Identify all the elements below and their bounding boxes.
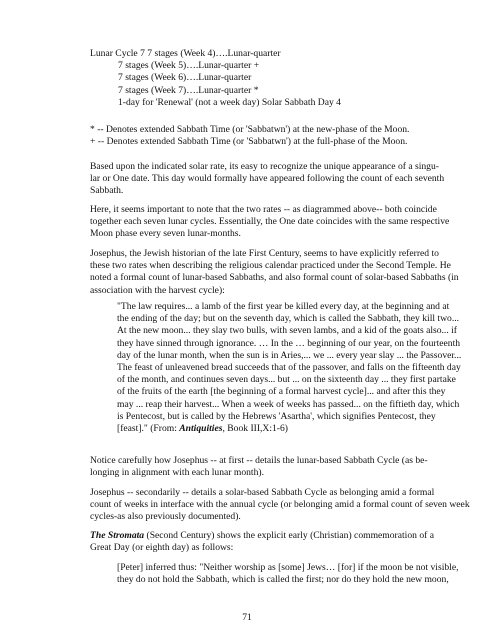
text-line: count of weeks in interface with the annual cycle (or belonging amid a formal count of seven week xyxy=(90,499,470,511)
text-line: association with the harvest cycle): xyxy=(90,284,225,296)
paragraph-2 xyxy=(90,204,454,241)
cycle-row: Lunar Cycle 7 7 stages (Week 4)….Lunar-quarter xyxy=(90,48,281,59)
stromata-quote xyxy=(117,562,457,586)
stromata-title: The Stromata xyxy=(90,530,145,541)
page-number: 71 xyxy=(242,612,252,623)
paragraph-1 xyxy=(90,161,454,198)
text-line: Great Day (or eighth day) as follows: xyxy=(90,542,234,554)
citation-prefix: [feast]." (From: xyxy=(117,423,180,435)
cycle-row: 7 stages (Week 7)….Lunar-quarter * xyxy=(118,84,259,96)
text-line: lar or One date. This day would formally have appeared following the count of each seventh xyxy=(90,173,445,185)
quote-line: day of the lunar month, when the sun is in Aries,... we ... every year slay ... the Passover... xyxy=(117,349,462,361)
paragraph-6 xyxy=(90,530,454,554)
text-line xyxy=(90,530,454,542)
text-line: Moon phase every seven lunar-months. xyxy=(90,228,241,240)
cycle-row: 7 stages (Week 6)….Lunar-quarter xyxy=(118,72,252,84)
text-line: Sabbath. xyxy=(90,185,124,197)
text-line: longing in alignment with each lunar month). xyxy=(90,467,264,479)
cycle-row: 7 stages (Week 5)….Lunar-quarter + xyxy=(118,60,260,72)
text-line: Here, it seems important to note that the two rates -- as diagrammed above-- both coincide xyxy=(90,204,437,215)
quote-line: the ending of the day; but on the seventh day, which is called the Sabbath, they kill two... xyxy=(117,313,460,325)
quote-citation-line xyxy=(117,423,457,435)
lunar-cycle-table xyxy=(90,48,450,109)
text-line: Notice carefully how Josephus -- at first -- details the lunar-based Sabbath Cycle (as be- xyxy=(90,455,428,466)
text-line: noted a formal count of lunar-based Sabbaths, and also formal count of solar-based Sabbaths (in xyxy=(90,272,459,284)
note-plus: + -- Denotes extended Sabbath Time (or 'Sabbatwn') at the full-phase of the Moon. xyxy=(90,136,408,148)
quote-line: of the fruits of the earth [the beginning of a formal harvest cycle]... and after this they xyxy=(117,386,446,398)
notes xyxy=(90,124,454,148)
note-star: * -- Denotes extended Sabbath Time (or 'Sabbatwn') at the new-phase of the Moon. xyxy=(90,124,410,135)
text-line: cycles-as also previously documented). xyxy=(90,511,241,523)
quote-line: At the new moon... they slay two bulls, with seven lambs, and a kid of the goats also... if xyxy=(117,325,457,337)
quote-line: is Pentecost, but is called by the Hebrews 'Asartha', which signifies Pentecost, they xyxy=(117,410,436,422)
text-span: (Second Century) shows the explicit early (Christian) commemoration of a xyxy=(144,530,434,541)
text-line: Josephus -- secondarily -- details a solar-based Sabbath Cycle as belonging amid a formal xyxy=(90,487,435,498)
paragraph-4 xyxy=(90,455,454,479)
quote-line: may ... reap their harvest... When a week of weeks has passed... on the fiftieth day, which xyxy=(117,398,460,410)
text-line: Josephus, the Jewish historian of the late First Century, seems to have explicitly referred to xyxy=(90,248,439,259)
cycle-row: 1-day for 'Renewal' (not a week day) Solar Sabbath Day 4 xyxy=(118,96,341,108)
quote-line: they do not hold the Sabbath, which is called the first; nor do they hold the new moon, xyxy=(117,574,449,586)
quote-line: they have sinned through ignorance. … In the … beginning of our year, on the fourteenth xyxy=(117,337,461,349)
quote-line: of the month, and continues seven days... but ... on the sixteenth day ... they first partake xyxy=(117,374,456,386)
quote-line: "The law requires... a lamb of the first year be killed every day, at the beginning and at xyxy=(117,301,450,312)
text-line: Based upon the indicated solar rate, its easy to recognize the unique appearance of a singu- xyxy=(90,161,439,172)
quote-line: [Peter] inferred thus: "Neither worship as [some] Jews… [for] if the moon be not visible, xyxy=(117,562,459,573)
quote-line: The feast of unleavened bread succeeds that of the passover, and falls on the fifteenth day xyxy=(117,362,461,374)
text-line: these two rates when describing the religious calendar practiced under the Second Temple. He xyxy=(90,260,451,272)
citation-title: Antiquities xyxy=(179,423,223,435)
paragraph-3 xyxy=(90,248,459,297)
text-line: together each seven lunar cycles. Essentially, the One date coincides with the same respective xyxy=(90,216,450,228)
citation-suffix: , Book III,X:1-6) xyxy=(222,423,288,435)
josephus-quote xyxy=(117,301,462,435)
paragraph-5 xyxy=(90,487,470,524)
